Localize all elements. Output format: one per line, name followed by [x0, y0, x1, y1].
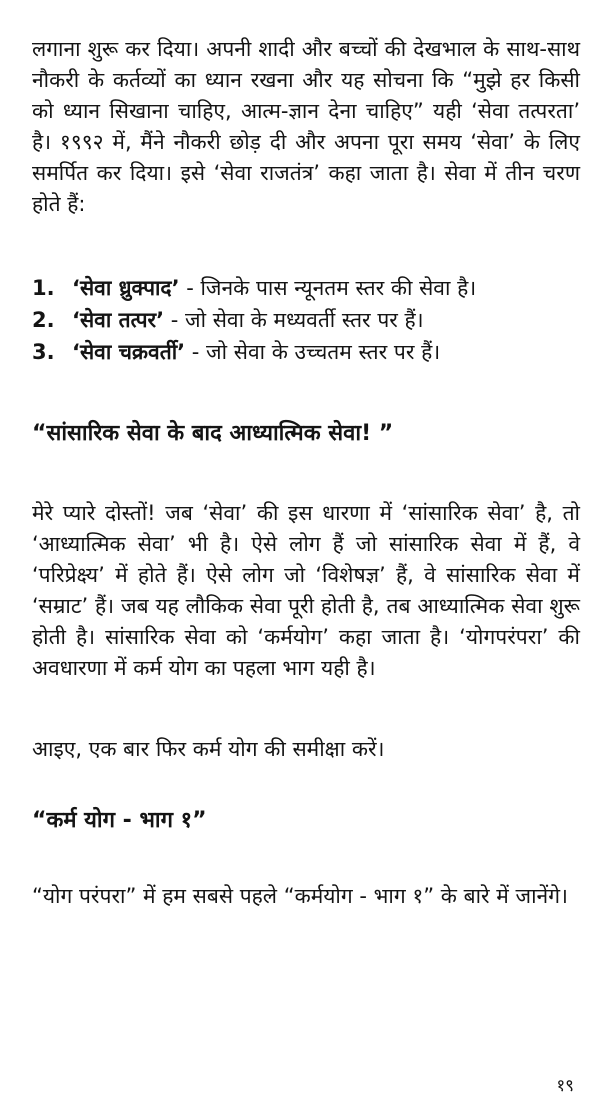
- list-item-term: ‘सेवा चक्रवर्ती’: [72, 340, 186, 364]
- page-content: [32, 34, 580, 912]
- paragraph-karma-yoga: “योग परंपरा” में हम सबसे पहले “कर्मयोग - भाग १” के बारे में जानेंगे।: [32, 884, 568, 908]
- list-item-term: ‘सेवा तत्पर’: [72, 308, 165, 332]
- list-item-description: - जो सेवा के उच्चतम स्तर पर हैं।: [185, 340, 441, 364]
- paragraph-intro: लगाना शुरू कर दिया। अपनी शादी और बच्चों की देखभाल के साथ-साथ नौकरी के कर्तव्यों का ध्यान रखना और यह सोचना कि “मुझे हर किसी को ध्यान सिखाना चाहिए, आत्म-ज्ञान देना चाहिए” यही ‘सेवा तत्परता’ है। १९९२ में, मैंने नौकरी छोड़ दी और अपना पूरा समय ‘सेवा’ के लिए समर्पित कर दिया। इसे ‘सेवा राजतंत्र’ कहा जाता है। सेवा में तीन चरण होते हैं:: [32, 37, 580, 216]
- list-item-number: 3.: [32, 340, 55, 364]
- list-item: [32, 336, 580, 368]
- list-item-number: 2.: [32, 308, 55, 332]
- list-item-term: ‘सेवा ध्रुक्पाद’: [72, 276, 180, 300]
- list-item-description: - जो सेवा के मध्यवर्ती स्तर पर हैं।: [164, 308, 424, 332]
- list-item: [32, 304, 580, 336]
- page-number: १९: [556, 1076, 574, 1096]
- section-heading-spiritual-seva: “सांसारिक सेवा के बाद आध्यात्मिक सेवा! ”: [32, 421, 394, 446]
- section-heading-karma-yoga: “कर्म योग - भाग १”: [32, 808, 207, 833]
- paragraph-review: आइए, एक बार फिर कर्म योग की समीक्षा करें।: [32, 737, 385, 761]
- list-item-description: - जिनके पास न्यूनतम स्तर की सेवा है।: [179, 276, 477, 300]
- paragraph-spiritual-seva: मेरे प्यारे दोस्तों! जब ‘सेवा’ की इस धारणा में ‘सांसारिक सेवा’ है, तो ‘आध्यात्मिक सेवा’ भी है। ऐसे लोग हैं जो सांसारिक सेवा में हैं, वे ‘परिप्रेक्ष्य’ में होते हैं। ऐसे लोग जो ‘विशेषज्ञ’ हैं, वे सांसारिक सेवा में ‘सम्राट’ हैं। जब यह लौकिक सेवा पूरी होती है, तब आध्यात्मिक सेवा शुरू होती है। सांसारिक सेवा को ‘कर्मयोग’ कहा जाता है। ‘योगपरंपरा’ की अवधारणा में कर्म योग का पहला भाग यही है।: [32, 501, 580, 680]
- seva-stages-list: [32, 272, 580, 368]
- list-item-number: 1.: [32, 276, 55, 300]
- list-item: [32, 272, 580, 304]
